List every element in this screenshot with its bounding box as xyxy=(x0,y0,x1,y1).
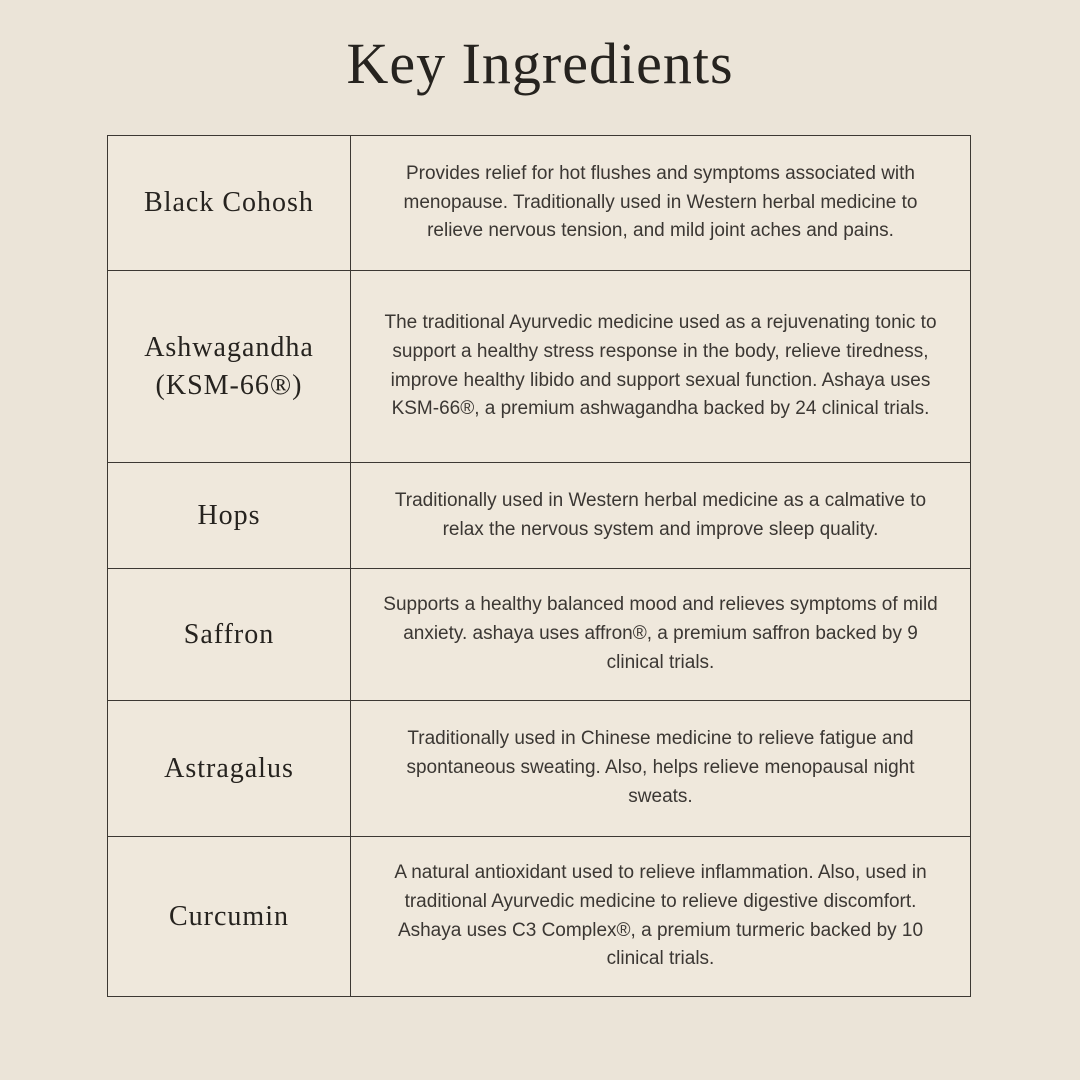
ingredient-name: Curcumin xyxy=(108,837,351,996)
ingredient-name: Black Cohosh xyxy=(108,136,351,270)
page-title: Key Ingredients xyxy=(346,31,734,96)
ingredient-description: A natural antioxidant used to relieve inflammation. Also, used in traditional Ayurvedic medicine to relieve digestive discomfort. Ashaya uses C3 Complex®, a premium turmeric backed by 10 clinical trials. xyxy=(394,861,927,970)
ingredient-description: Traditionally used in Western herbal medicine as a calmative to relax the nervous system and improve sleep quality. xyxy=(394,489,927,540)
ingredients-table xyxy=(107,135,971,997)
ingredient-name: Ashwagandha (KSM-66®) xyxy=(108,271,351,462)
table-row xyxy=(108,568,970,700)
ingredient-description: Traditionally used in Chinese medicine to relieve fatigue and spontaneous sweating. Also, helps relieve menopausal night sweats. xyxy=(406,728,915,807)
ingredient-name: Saffron xyxy=(108,569,351,700)
table-row xyxy=(108,136,970,270)
ingredient-name: Astragalus xyxy=(108,701,351,836)
ingredient-description: The traditional Ayurvedic medicine used as a rejuvenating tonic to support a healthy stress response in the body, relieve tiredness, improve healthy libido and support sexual function. Ashaya uses KSM-66®, a premium ashwagandha backed by 24 clinical trials. xyxy=(384,311,937,420)
ingredient-description: Supports a healthy balanced mood and relieves symptoms of mild anxiety. ashaya uses affron®, a premium saffron backed by 9 clinical trials. xyxy=(383,594,938,673)
ingredient-description: Provides relief for hot flushes and symptoms associated with menopause. Traditionally used in Western herbal medicine to relieve nervous tension, and mild joint aches and pains. xyxy=(403,162,918,242)
table-row xyxy=(108,836,970,996)
table-row xyxy=(108,700,970,836)
ingredient-name: Hops xyxy=(108,463,351,568)
table-row xyxy=(108,462,970,568)
table-row xyxy=(108,270,970,462)
